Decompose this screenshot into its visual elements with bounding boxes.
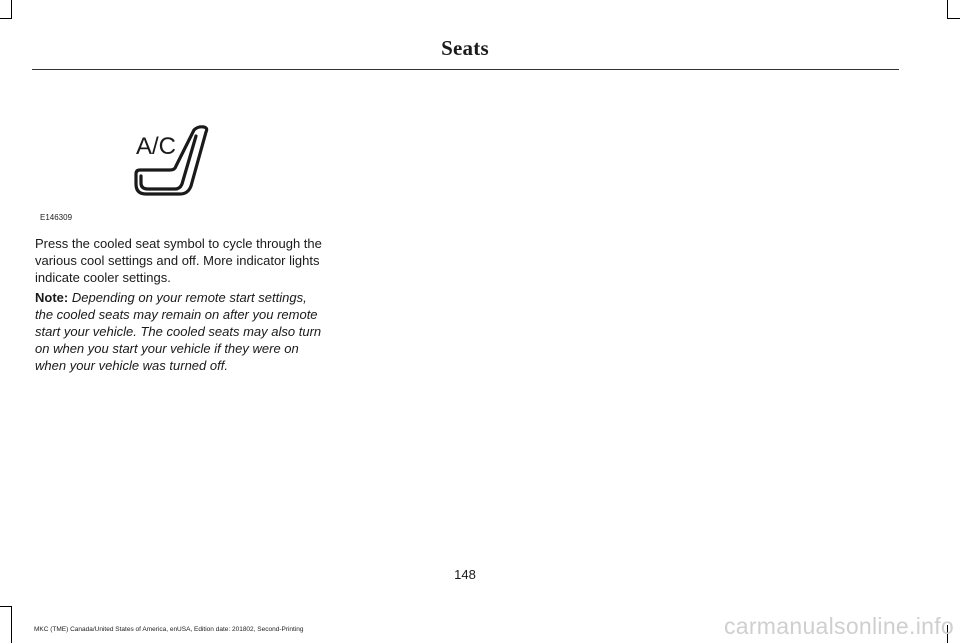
crop-mark [0,18,12,19]
page-title: Seats [441,36,489,60]
body-paragraph: Press the cooled seat symbol to cycle through the various cool settings and off. More indicator lights indicate cooler settings. [35,236,322,285]
crop-mark [947,18,960,19]
crop-mark [947,0,948,18]
cooled-seat-icon [120,120,220,200]
header-divider [32,69,899,70]
crop-mark [0,606,12,607]
crop-mark [11,606,12,643]
note-text: Depending on your remote start settings, the cooled seats may remain on after you remote start your vehicle. The cooled seats may also turn on when you start your vehicle if they were on when your vehicle was turned off. [35,290,322,373]
figure-label: A/C [136,133,177,160]
footer-info: MKC (TME) Canada/United States of America, enUSA, Edition date: 201802, Second-Printing [34,626,304,633]
figure-id: E146309 [40,213,73,222]
crop-mark [11,0,12,18]
note-label: Note: [35,290,69,305]
page-number: 148 [454,567,476,582]
note-paragraph [35,289,325,374]
watermark: carmanualsonline.info [723,613,954,639]
